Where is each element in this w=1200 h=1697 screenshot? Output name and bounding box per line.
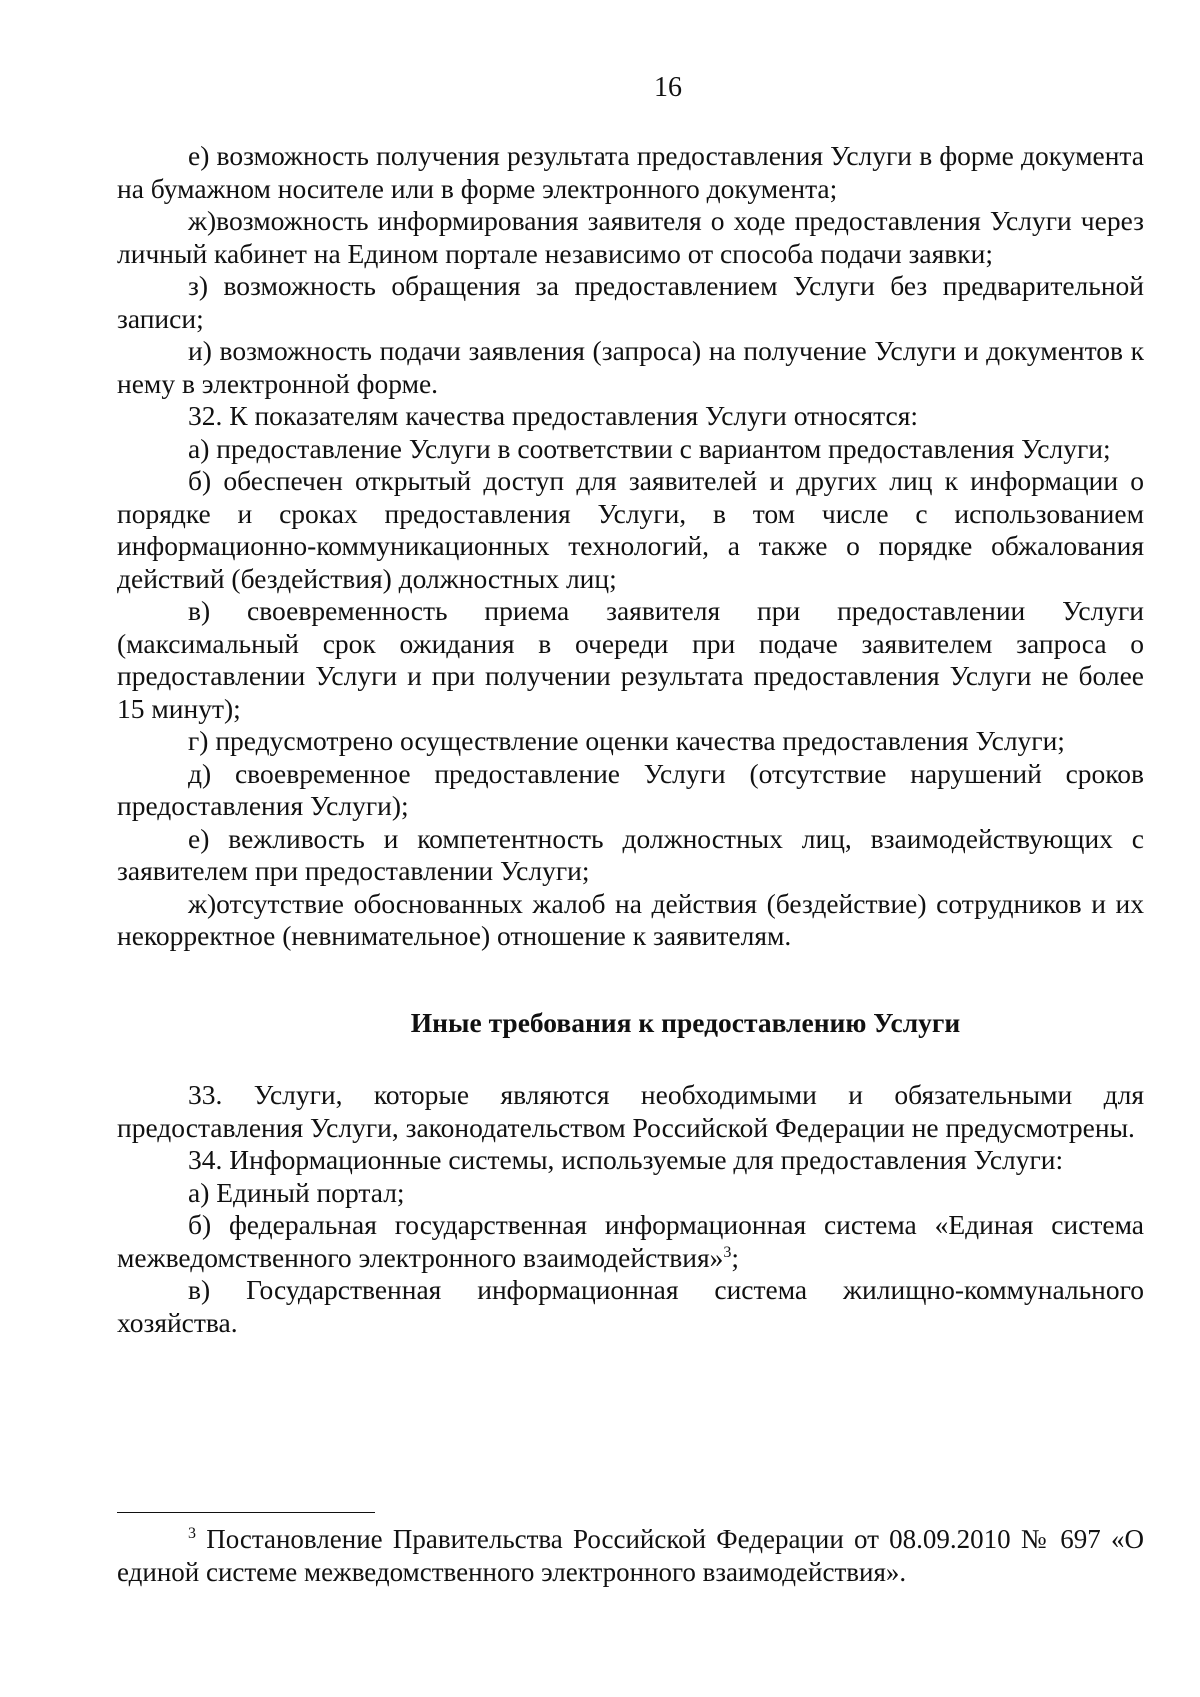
paragraph-item: з) возможность обращения за предоставлением Услуги без предварительной записи; [117,270,1145,334]
paragraph-item: 32. К показателям качества предоставления Услуги относятся: [188,400,918,431]
paragraph-item: б) федеральная государственная информационная система «Единая система межведомственного электронного взаимодействия»$^3$; [117,1209,1144,1273]
paragraph-item: б) обеспечен открытый доступ для заявителей и других лиц к информации о порядке и сроках предоставления Услуги, в том числе с использованием информационно-коммуникационных технологий, а также о порядке обжалования действий (бездействия) должностных лиц; [117,465,1145,594]
footnote [117,1523,1144,1589]
paragraph-item: ж)отсутствие обоснованных жалоб на действия (бездействие) сотрудников и их некорректное (невнимательное) отношение к заявителям. [117,887,1144,951]
footnote-separator [117,1512,375,1513]
paragraph-item: 34. Информационные системы, используемые для предоставления Услуги: [188,1144,1064,1175]
page-number: 16 [654,72,682,103]
paragraph-item: ж)возможность информирования заявителя о ходе предоставления Услуги через личный кабинет на Едином портале независимо от способа подачи заявки; [117,205,1144,269]
paragraph-item: и) возможность подачи заявления (запроса) на получение Услуги и документов к нему в электронной форме. [117,335,1145,399]
document-body [117,140,1144,1339]
footnote-reference[interactable]: 3 [723,1243,732,1261]
paragraph-item: а) Единый портал; [188,1176,405,1208]
paragraph-item: г) предусмотрено осуществление оценки качества предоставления Услуги; [188,725,1065,756]
paragraph-item: 33. Услуги, которые являются необходимыми и обязательными для предоставления Услуги, законодательством Российской Федерации не предусмотрены. [117,1079,1145,1143]
paragraph-item: е) возможность получения результата предоставления Услуги в форме документа на бумажном носителе или в форме электронного документа; [117,140,1144,204]
section-heading: Иные требования к предоставлению Услуги [410,1006,961,1038]
footnote-text: Постановление Правительства Российской Федерации от 08.09.2010 № 697 «О единой системе межведомственного электронного взаимодействия». [117,1524,1145,1587]
paragraph-item: е) вежливость и компетентность должностных лиц, взаимодействующих с заявителем при предоставлении Услуги; [117,822,1145,886]
paragraph-item: д) своевременное предоставление Услуги (отсутствие нарушений сроков предоставления Услуги); [117,757,1144,821]
footnote-number: 3 [188,1525,196,1542]
paragraph-item: в) Государственная информационная система жилищно-коммунального хозяйства. [117,1274,1144,1338]
paragraph-item: а) предоставление Услуги в соответствии с вариантом предоставления Услуги; [188,432,1111,464]
paragraph-item: в) своевременность приема заявителя при предоставлении Услуги (максимальный срок ожидания в очереди при подаче заявителем запроса о предоставлении Услуги и при получении результата предоставления Услуги не более 15 минут); [117,595,1145,724]
